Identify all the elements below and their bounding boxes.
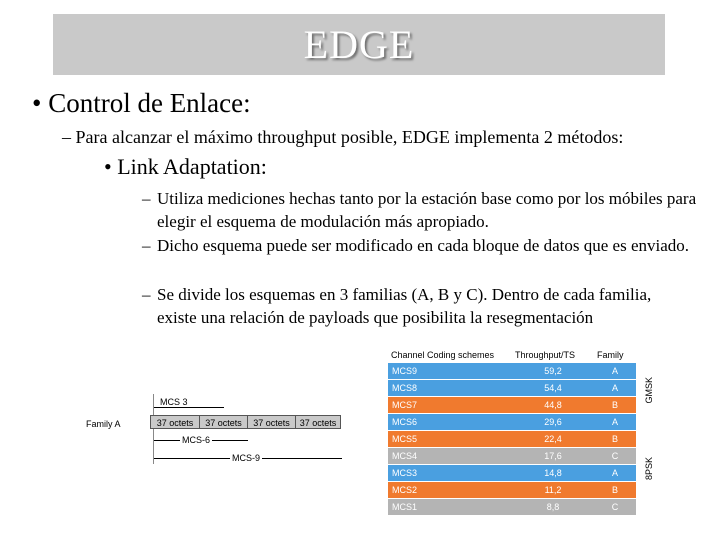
mcs-throughput-cell: 17,6 [512, 448, 594, 465]
mcs3-label: MCS 3 [160, 397, 188, 407]
octet-cell: 37 octets [295, 415, 341, 429]
mcs-family-cell: C [594, 448, 636, 465]
sub-bullet-1: – Utiliza mediciones hechas tanto por la estación base como por los móbiles para elegir el esquema de modulación más apropiado. [142, 189, 697, 231]
mcs3-arrow [154, 407, 224, 408]
gmsk-label: GMSK [644, 377, 654, 404]
sub-bullet-2: – Dicho esquema puede ser modificado en cada bloque de datos que es enviado. [142, 236, 690, 255]
table-row [388, 482, 636, 499]
mcs-scheme-cell: MCS6 [388, 414, 512, 431]
mcs-family-cell: A [594, 380, 636, 397]
title-bar [53, 14, 665, 75]
mcs-throughput-cell: 11,2 [512, 482, 594, 499]
table-row [388, 499, 636, 516]
diagram-left-guide [153, 394, 154, 464]
octet-cell: 37 octets [247, 415, 296, 429]
mcs-family-cell: A [594, 363, 636, 380]
mcs-throughput-cell: 44,8 [512, 397, 594, 414]
mcs-family-cell: A [594, 465, 636, 482]
bullet-link-adaptation: • Link Adaptation: [104, 154, 267, 179]
mcs6-label: MCS-6 [182, 435, 211, 445]
table-row [388, 363, 636, 380]
col-header-scheme: Channel Coding schemes [391, 350, 495, 360]
mcs-family-cell: C [594, 499, 636, 516]
family-a-diagram [80, 384, 370, 474]
bullet-throughput: – Para alcanzar el máximo throughput posible, EDGE implementa 2 métodos: [62, 127, 624, 147]
mcs9-label: MCS-9 [232, 453, 261, 463]
mcs-scheme-cell: MCS5 [388, 431, 512, 448]
mcs-scheme-cell: MCS1 [388, 499, 512, 516]
mcs-throughput-cell: 29,6 [512, 414, 594, 431]
table-row [388, 397, 636, 414]
mcs-family-cell: B [594, 397, 636, 414]
table-row [388, 431, 636, 448]
mcs-scheme-cell: MCS4 [388, 448, 512, 465]
mcs-family-cell: B [594, 482, 636, 499]
mcs-family-cell: A [594, 414, 636, 431]
table-row [388, 414, 636, 431]
octet-cell: 37 octets [150, 415, 200, 429]
col-header-family: Family [597, 350, 624, 360]
table-row [388, 380, 636, 397]
mcs-throughput-cell: 59,2 [512, 363, 594, 380]
mcs-scheme-cell: MCS8 [388, 380, 512, 397]
8psk-label: 8PSK [644, 457, 654, 481]
table-header [388, 347, 636, 363]
mcs-scheme-cell: MCS3 [388, 465, 512, 482]
col-header-throughput: Throughput/TS [515, 350, 576, 360]
table-row [388, 465, 636, 482]
mcs-scheme-cell: MCS9 [388, 363, 512, 380]
mcs-throughput-cell: 14,8 [512, 465, 594, 482]
mcs-scheme-cell: MCS7 [388, 397, 512, 414]
mcs-scheme-cell: MCS2 [388, 482, 512, 499]
mcs-throughput-cell: 54,4 [512, 380, 594, 397]
mcs-table [388, 347, 658, 516]
family-a-label: Family A [86, 419, 121, 429]
slide-title: EDGE [303, 22, 415, 67]
bullet-control-de-enlace: • Control de Enlace: [32, 88, 251, 118]
mcs-throughput-cell: 22,4 [512, 431, 594, 448]
sub-bullet-3: – Se divide los esquemas en 3 familias (A, B y C). Dentro de cada familia, existe una relación de payloads que posibilita la resegmentación [142, 285, 652, 327]
mcs-family-cell: B [594, 431, 636, 448]
octet-cell: 37 octets [199, 415, 248, 429]
table-row [388, 448, 636, 465]
mcs-throughput-cell: 8,8 [512, 499, 594, 516]
